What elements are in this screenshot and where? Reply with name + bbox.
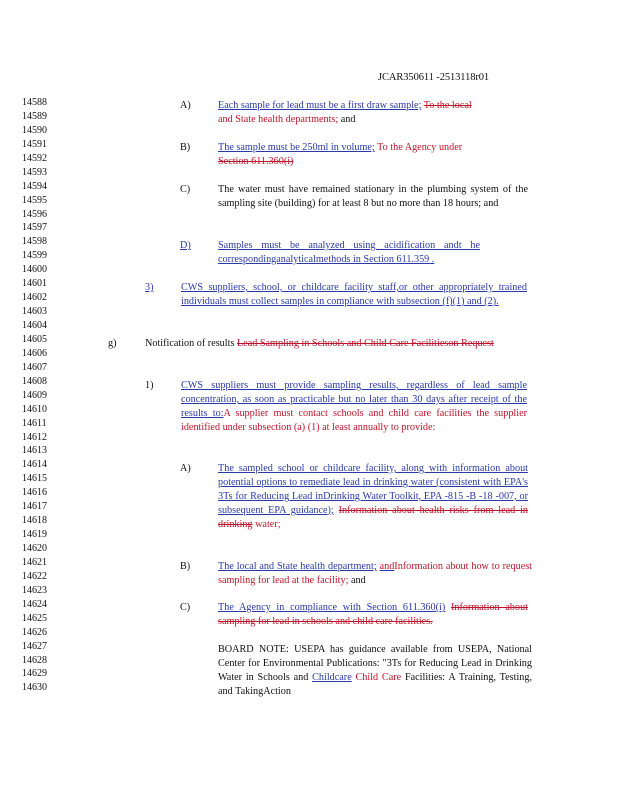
red-text: and State health departments;: [218, 113, 339, 125]
line-number: 14612: [22, 431, 47, 443]
deleted-text: Information about health risks from lead in drinking: [218, 504, 529, 530]
deleted-text: To the local: [423, 100, 472, 111]
line-number: 14596: [22, 208, 47, 220]
line-number: 14603: [22, 306, 47, 318]
line-number: 14598: [22, 236, 47, 248]
item-label: D): [180, 240, 191, 251]
line-number: 14597: [22, 222, 47, 234]
line-number: 14618: [22, 515, 47, 527]
inserted-text: The sample must be 250ml in volume;: [218, 142, 375, 153]
line-number: 14627: [22, 640, 47, 652]
line-number: 14609: [22, 389, 47, 401]
line-number: 14608: [22, 375, 47, 387]
line-number: 14613: [22, 445, 47, 457]
line-number: 14593: [22, 166, 47, 178]
deleted-text: Information about sampling for lead in schools and child care facilities.: [218, 602, 528, 627]
inserted-text: CWS suppliers must provide sampling results, regardless of lead sample concentration, as soon as practicable but no later than 30 days after receipt of the results to:: [181, 380, 527, 419]
line-number: 14605: [22, 333, 47, 345]
inserted-text: The local and State health department;: [218, 561, 377, 572]
item-label: C): [180, 602, 191, 613]
item-text: The water must have remained stationary in the plumbing system of the sampling site (building) for at least 8 but no more than 18 hours; and: [218, 184, 528, 209]
inserted-text: Each sample for lead must be a first draw sample;: [218, 100, 422, 111]
item-label: 1): [145, 380, 154, 391]
red-text: and: [379, 561, 395, 572]
line-number: 14589: [22, 110, 47, 122]
line-number: 14607: [22, 361, 47, 373]
line-number: 14622: [22, 570, 47, 582]
item-label: B): [180, 142, 191, 153]
inserted-text: Childcare: [312, 671, 352, 683]
line-number: 14601: [22, 278, 47, 290]
line-number: 14610: [22, 403, 47, 415]
line-number: 14590: [22, 124, 47, 136]
line-number: 14599: [22, 250, 47, 262]
item-label: 3): [145, 282, 154, 293]
line-number: 14595: [22, 194, 47, 206]
line-number: 14594: [22, 180, 47, 192]
item-label: C): [180, 184, 191, 195]
inserted-text: The Agency in compliance with Section 611.360(i): [218, 602, 446, 613]
line-number: 14614: [22, 459, 47, 471]
item-label: B): [180, 561, 191, 572]
item-label: A): [180, 463, 191, 474]
line-number: 14620: [22, 543, 47, 554]
line-number: 14611: [22, 417, 47, 429]
line-number: 14619: [22, 529, 47, 541]
deleted-text: Lead Sampling in Schools and Child Care Facilitieson Request: [236, 338, 494, 349]
item-label: g): [108, 338, 117, 349]
line-number: 14617: [22, 501, 47, 513]
line-number: 14616: [22, 487, 47, 499]
line-number: 14626: [22, 626, 47, 638]
document-id: JCAR350611 -2513118r01: [378, 72, 490, 83]
deleted-text: Section 611.360(i): [218, 155, 294, 167]
line-number: 14624: [22, 598, 47, 610]
line-number: 14623: [22, 584, 47, 596]
line-number: 14602: [22, 292, 47, 304]
line-number: 14600: [22, 264, 47, 276]
note-text: BOARD NOTE: USEPA has guidance available from USEPA, National Center for Environmental Publications: "3Ts for Reducing Lead in Drinking Water in Schools and: [218, 644, 532, 683]
inserted-text: The sampled school or childcare facility, along with information about potential options to remediate lead in drinking water (consistent with EPA's 3Ts for Reducing Lead inDrinking Water Toolkit, EPA -815 -B -18 -007, or subsequent EPA guidance);: [218, 463, 528, 516]
line-number: 14629: [22, 668, 47, 680]
line-number: 14604: [22, 320, 47, 331]
line-number: 14621: [22, 556, 47, 568]
red-text: Information about how to request sampling for lead at the facility;: [218, 561, 533, 586]
line-number-gutter: [22, 96, 47, 695]
line-number: 14625: [22, 612, 47, 624]
red-text: A supplier must contact schools and child care facilities the supplier identified under subsection (a) (1) at least annually to provide:: [181, 407, 527, 433]
line-number: 14630: [22, 682, 47, 694]
line-number: 14606: [22, 347, 47, 359]
red-text: water;: [255, 518, 281, 530]
inserted-text: Samples must be analyzed using acidification andt he correspondinganalyticalmethods in Section 611.359 .: [218, 240, 480, 265]
inserted-text: CWS suppliers, school, or childcare facility staff,or other appropriately trained individuals must collect samples in compliance with subsection (f)(1) and (2).: [181, 282, 527, 307]
line-number: 14615: [22, 473, 47, 485]
line-number: 14628: [22, 654, 47, 666]
line-number: 14592: [22, 152, 47, 164]
plain-text: and: [338, 113, 356, 125]
note-text: Facilities: A Training, Testing, and TakingAction: [218, 671, 533, 697]
plain-text: and: [348, 574, 366, 586]
red-text: To the Agency under: [377, 142, 463, 153]
red-text: Child Care: [351, 671, 402, 683]
line-number: 14588: [22, 97, 47, 108]
item-label: A): [180, 100, 191, 111]
line-number: 14591: [22, 138, 47, 150]
plain-text: Notification of results: [145, 338, 235, 349]
